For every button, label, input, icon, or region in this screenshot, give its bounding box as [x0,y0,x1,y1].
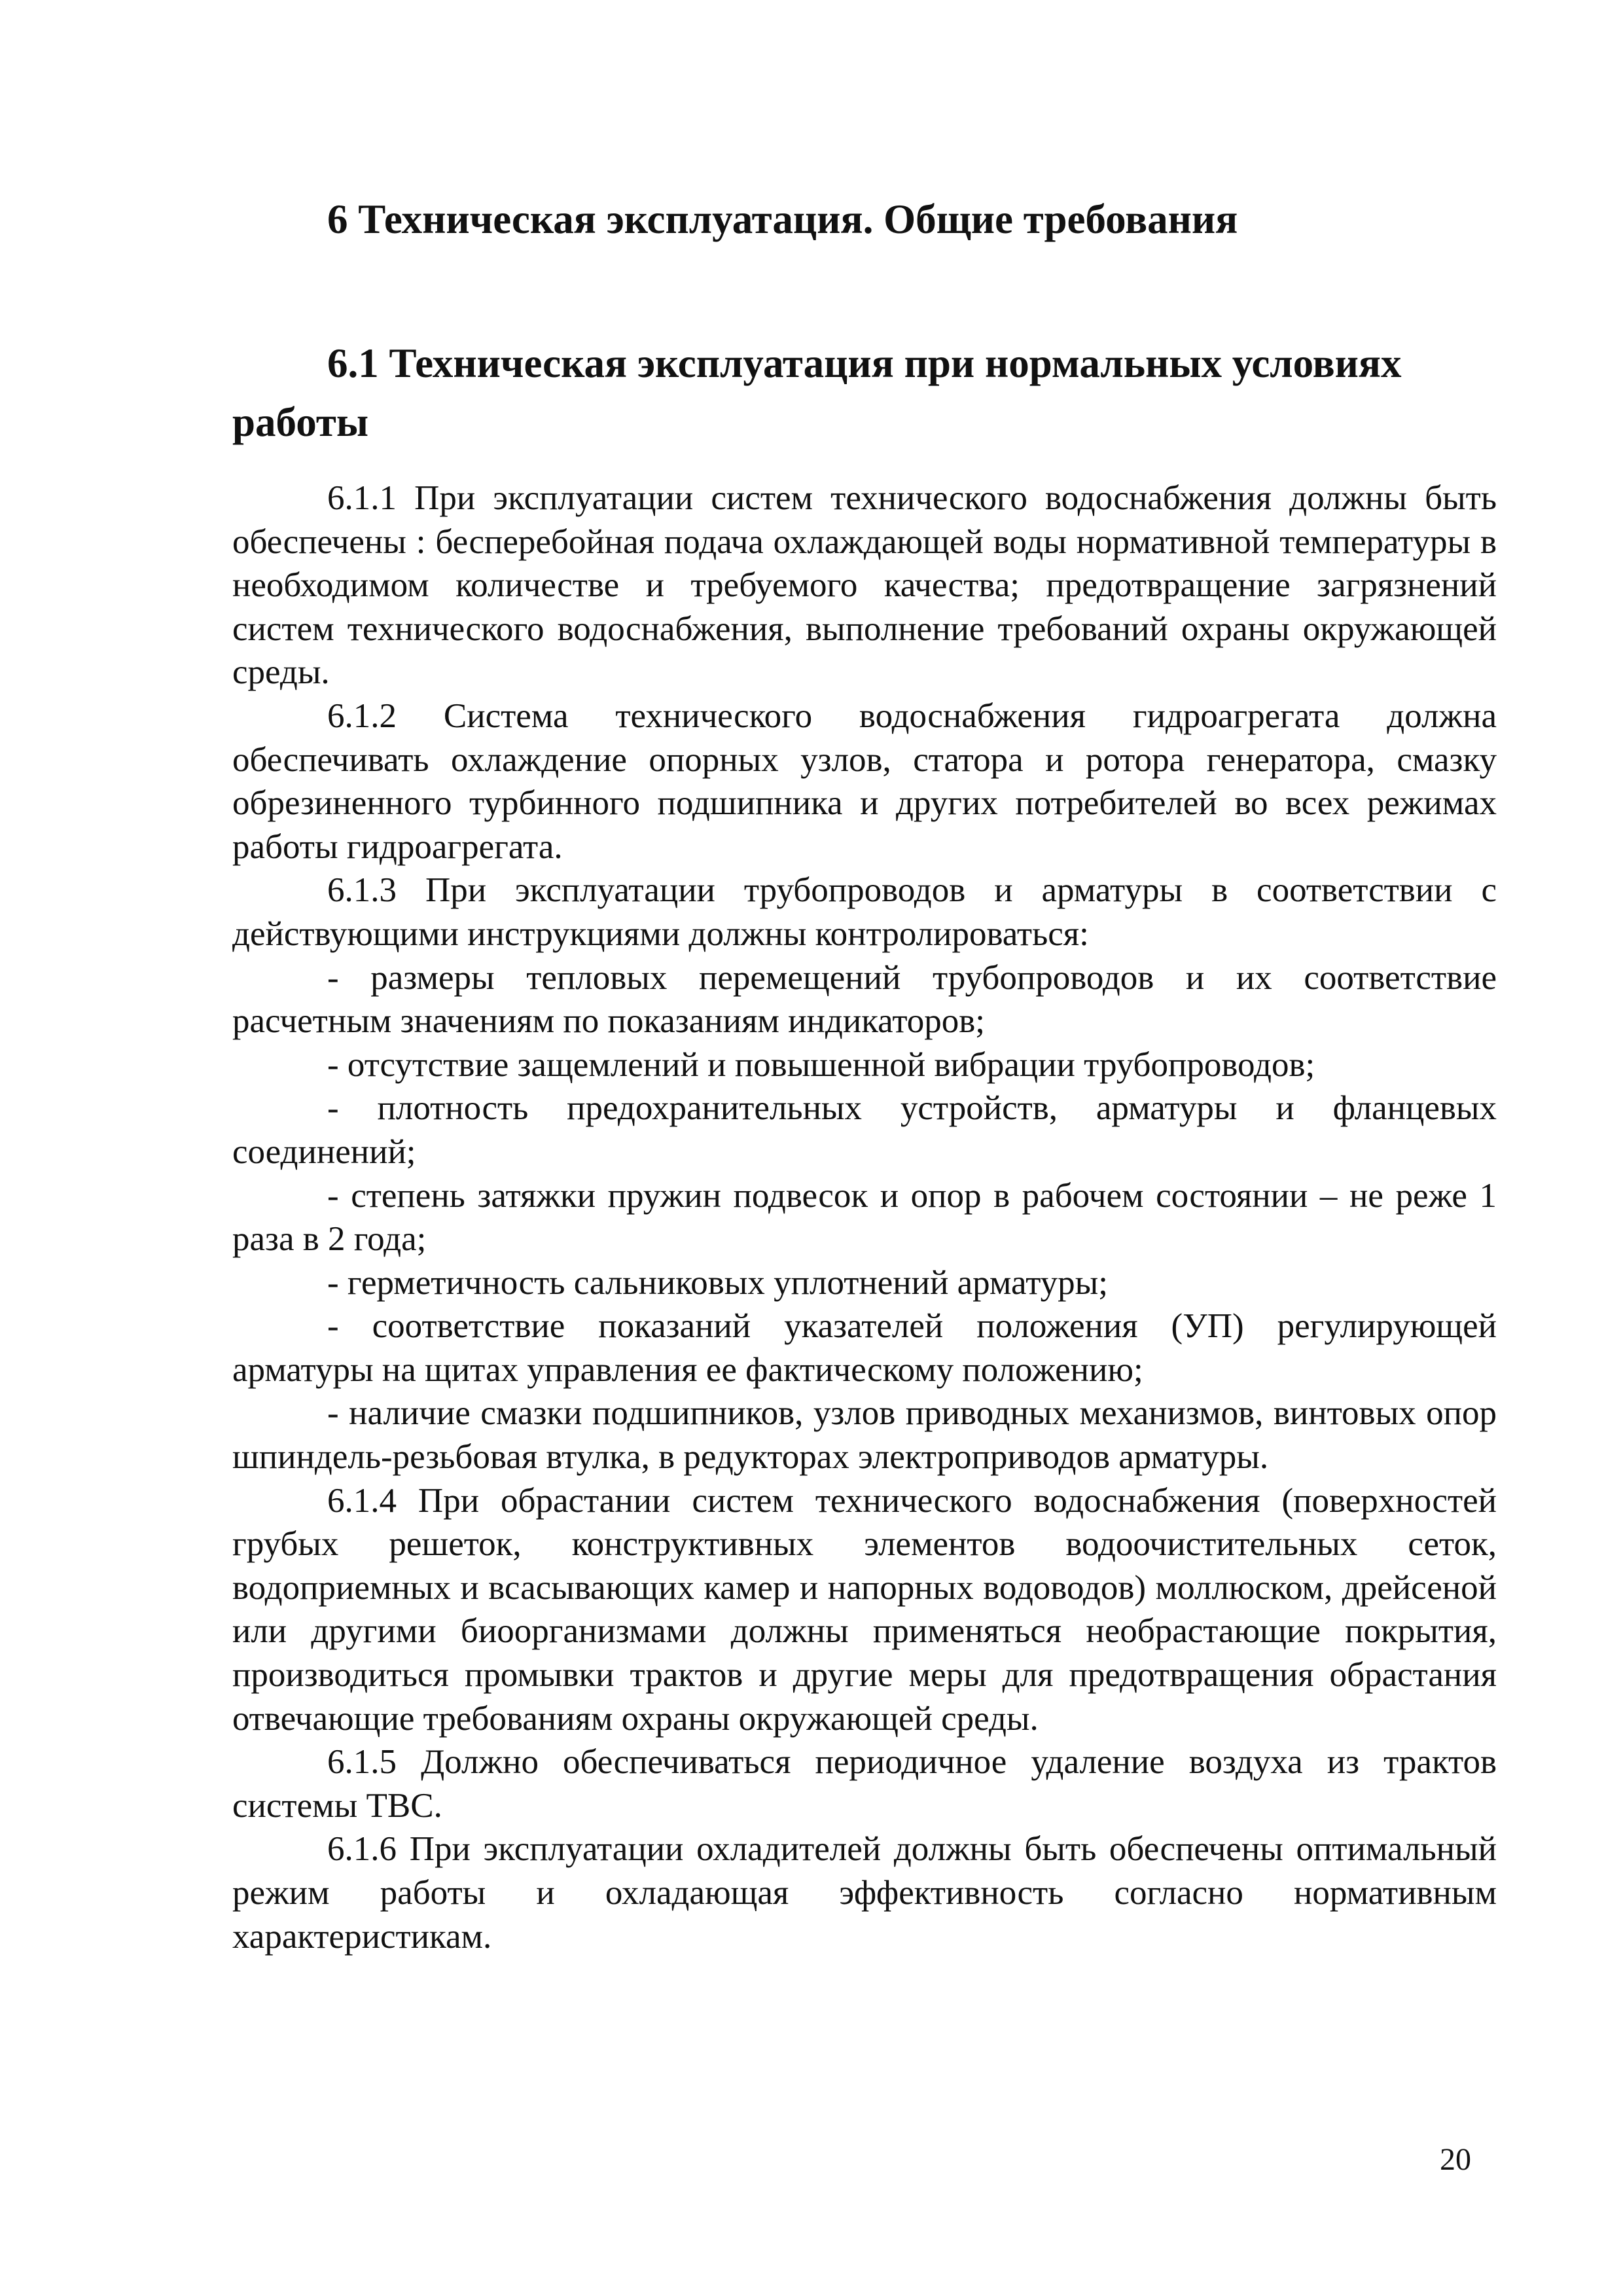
paragraph-6-1-4: 6.1.4 При обрастании систем технического водоснабжения (поверхностей грубых решеток, конструктивных элементов водоочистительных сеток, водоприемных и всасывающих камер и напорных водоводов) моллюском, дрейсеной или другими биоорганизмами должны применяться необрастающие покрытия, производиться промывки трактов и другие меры для предотвращения обрастания отвечающие требованиям охраны окружающей среды. [232,1481,1497,1738]
paragraph-6-1-3: 6.1.3 При эксплуатации трубопроводов и арматуры в соответствии с действующими инструкциями должны контролироваться: [232,871,1497,953]
list-item-no-pinching-vibration: - отсутствие защемлений и повышенной вибрации трубопроводов; [327,1045,1315,1084]
section-heading: 6 Техническая эксплуатация. Общие требования [327,196,1238,242]
body-text [232,476,1497,1958]
subsection-heading: 6.1 Техническая эксплуатация при нормальных условиях работы [232,340,1402,445]
paragraph-6-1-1: 6.1.1 При эксплуатации систем технического водоснабжения должны быть обеспечены : бесперебойная подача охлаждающей воды нормативной температуры в необходимом количестве и требуемого качества; предотвращение загрязнений систем технического водоснабжения, выполнение требований охраны окружающей среды. [232,479,1497,692]
list-item-spring-tension: - степень затяжки пружин подвесок и опор в рабочем состоянии – не реже 1 раза в 2 года; [232,1176,1497,1259]
page-number: 20 [1440,2142,1471,2177]
list-item-lubrication: - наличие смазки подшипников, узлов приводных механизмов, винтовых опор шпиндель-резьбовая втулка, в редукторах электроприводов арматуры. [232,1394,1497,1477]
list-item-position-indicators: - соответствие показаний указателей положения (УП) регулирующей арматуры на щитах управления ее фактическому положению; [232,1307,1497,1389]
paragraph-6-1-6: 6.1.6 При эксплуатации охладителей должны быть обеспечены оптимальный режим работы и охладающая эффективность согласно нормативным характеристикам. [232,1830,1497,1956]
paragraph-6-1-2: 6.1.2 Система технического водоснабжения гидроагрегата должна обеспечивать охлаждение опорных узлов, статора и ротора генератора, смазку обрезиненного турбинного подшипника и других потребителей во всех режимах работы гидроагрегата. [232,696,1497,866]
list-item-thermal-displacement: - размеры тепловых перемещений трубопроводов и их соответствие расчетным значениям по показаниям индикаторов; [232,958,1497,1041]
list-item-gland-seals: - герметичность сальниковых уплотнений арматуры; [327,1263,1108,1302]
list-item-tightness-devices: - плотность предохранительных устройств, арматуры и фланцевых соединений; [232,1089,1497,1171]
paragraph-6-1-5: 6.1.5 Должно обеспечиваться периодичное удаление воздуха из трактов системы ТВС. [232,1743,1497,1825]
